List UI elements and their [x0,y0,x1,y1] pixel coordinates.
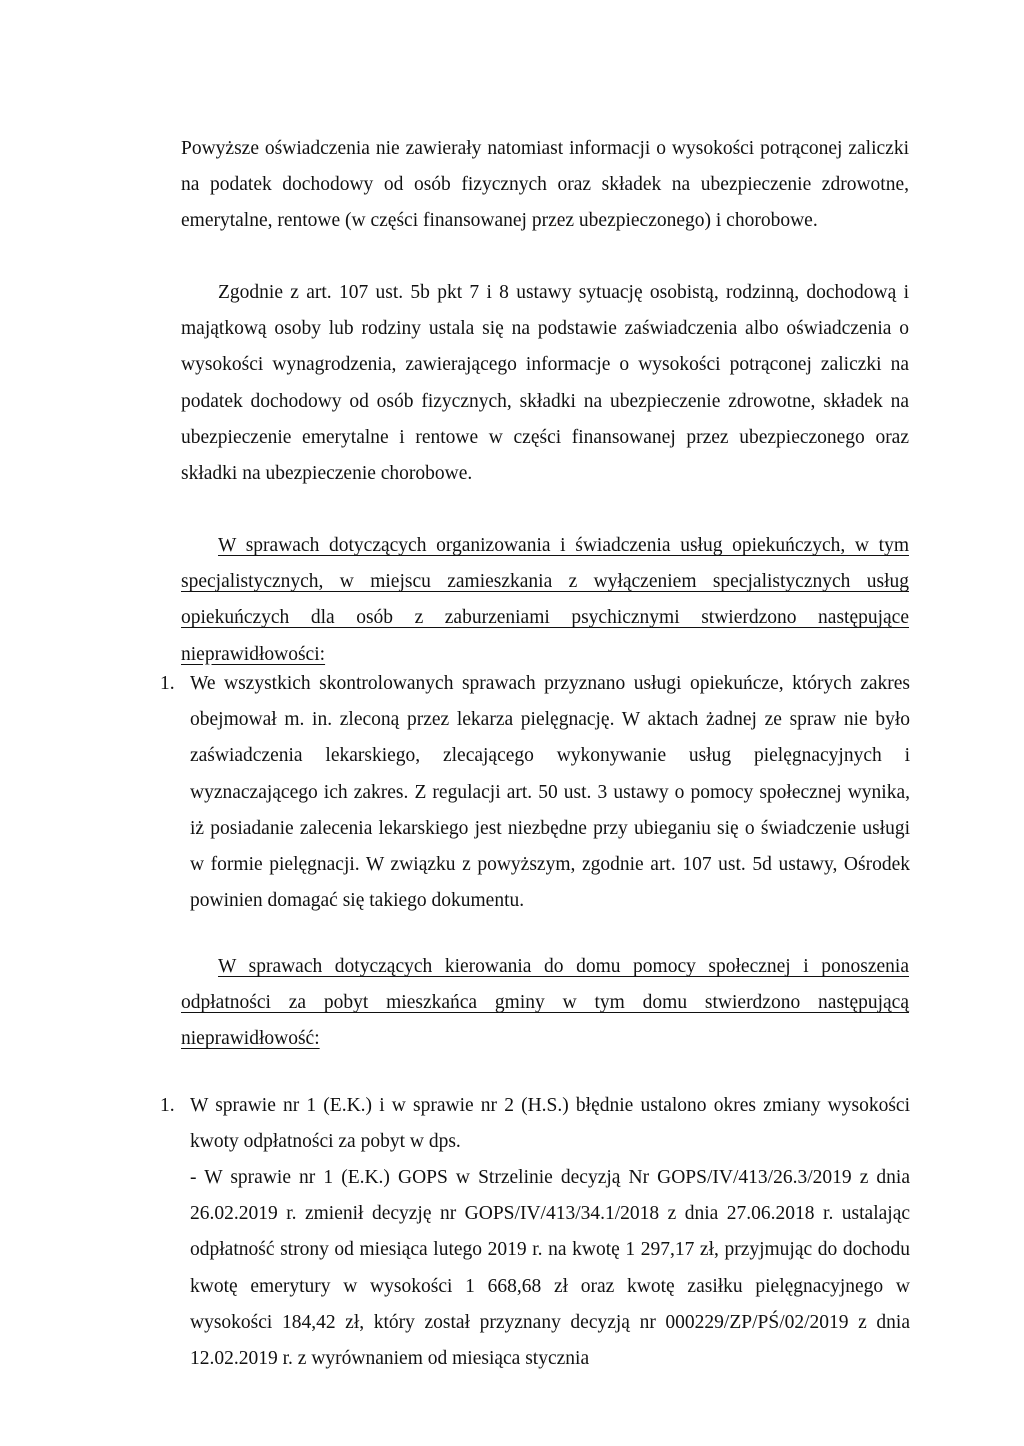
paragraph-legal-basis: Zgodnie z art. 107 ust. 5b pkt 7 i 8 ustawy sytuację osobistą, rodzinną, dochodową i majątkową osoby lub rodziny ustala się na podstawie zaświadczenia albo oświadczenia o wysokości wynagrodzenia, zawierającego informacje o wysokości potrąconej zaliczki na podatek dochodowy od osób fizycznych, składki na ubezpieczenie zdrowotne, składek na ubezpieczenie emerytalne i rentowe w części finansowanej przez ubezpieczonego oraz składki na ubezpieczenie chorobowe. [181,282,909,485]
list-item-text: We wszystkich skontrolowanych sprawach przyznano usługi opiekuńcze, których zakres obejmował m. in. zleconą przez lekarza pielęgnację. W aktach żadnej ze spraw nie było zaświadczenia lekarskiego, zlecającego wykonywanie usług pielęgnacyjnych i wyznaczającego ich zakres. Z regulacji art. 50 ust. 3 ustawy o pomocy społecznej wynika, iż posiadanie zalecenia lekarskiego jest niezbędne przy ubieganiu się o świadczenie usługi w formie pielęgnacji. W związku z powyższym, zgodnie art. 107 ust. 5d ustawy, Ośrodek powinien domagać się takiego dokumentu. [190,673,910,912]
list-item-number: 1. [160,673,175,694]
section-heading-nursing-home: W sprawach dotyczących kierowania do domu pomocy społecznej i ponoszenia odpłatności za pobyt mieszkańca gminy w tym domu stwierdzono następującą nieprawidłowość: [181,956,909,1050]
paragraph-contributions-missing: Powyższe oświadczenia nie zawierały natomiast informacji o wysokości potrąconej zaliczki na podatek dochodowy od osób fizycznych oraz składek na ubezpieczenie zdrowotne, emerytalne, rentowe (w części finansowanej przez ubezpieczonego) i chorobowe. [181,138,909,232]
list-item-nursing-home-1 [160,1088,910,1433]
list-item-text: W sprawie nr 1 (E.K.) i w sprawie nr 2 (H.S.) błędnie ustalono okres zmiany wysokości kwoty odpłatności za pobyt w dps. [190,1095,910,1153]
list-item-number: 1. [160,1095,175,1116]
list-item-care-services-1 [160,666,910,918]
list-subitem-case-1: - W sprawie nr 1 (E.K.) GOPS w Strzelinie decyzją Nr GOPS/IV/413/26.3/2019 z dnia 26.02.2019 r. zmienił decyzję nr GOPS/IV/413/34.1/2018 z dnia 27.06.2018 r. ustalając odpłatność strony od miesiąca lutego 2019 r. na kwotę 1 297,17 zł, przyjmując do dochodu kwotę emerytury w wysokości 1 668,68 zł oraz kwotę zasiłku pielęgnacyjnego w wysokości 184,42 zł, który został przyznany decyzją nr 000229/ZP/PŚ/02/2019 z dnia 12.02.2019 r. z wyrównaniem od miesiąca stycznia [190,1167,910,1370]
section-heading-care-services: W sprawach dotyczących organizowania i świadczenia usług opiekuńczych, w tym specjalistycznych, w miejscu zamieszkania z wyłączeniem specjalistycznych usług opiekuńczych dla osób z zaburzeniami psychicznymi stwierdzono następujące nieprawidłowości: [181,535,909,665]
